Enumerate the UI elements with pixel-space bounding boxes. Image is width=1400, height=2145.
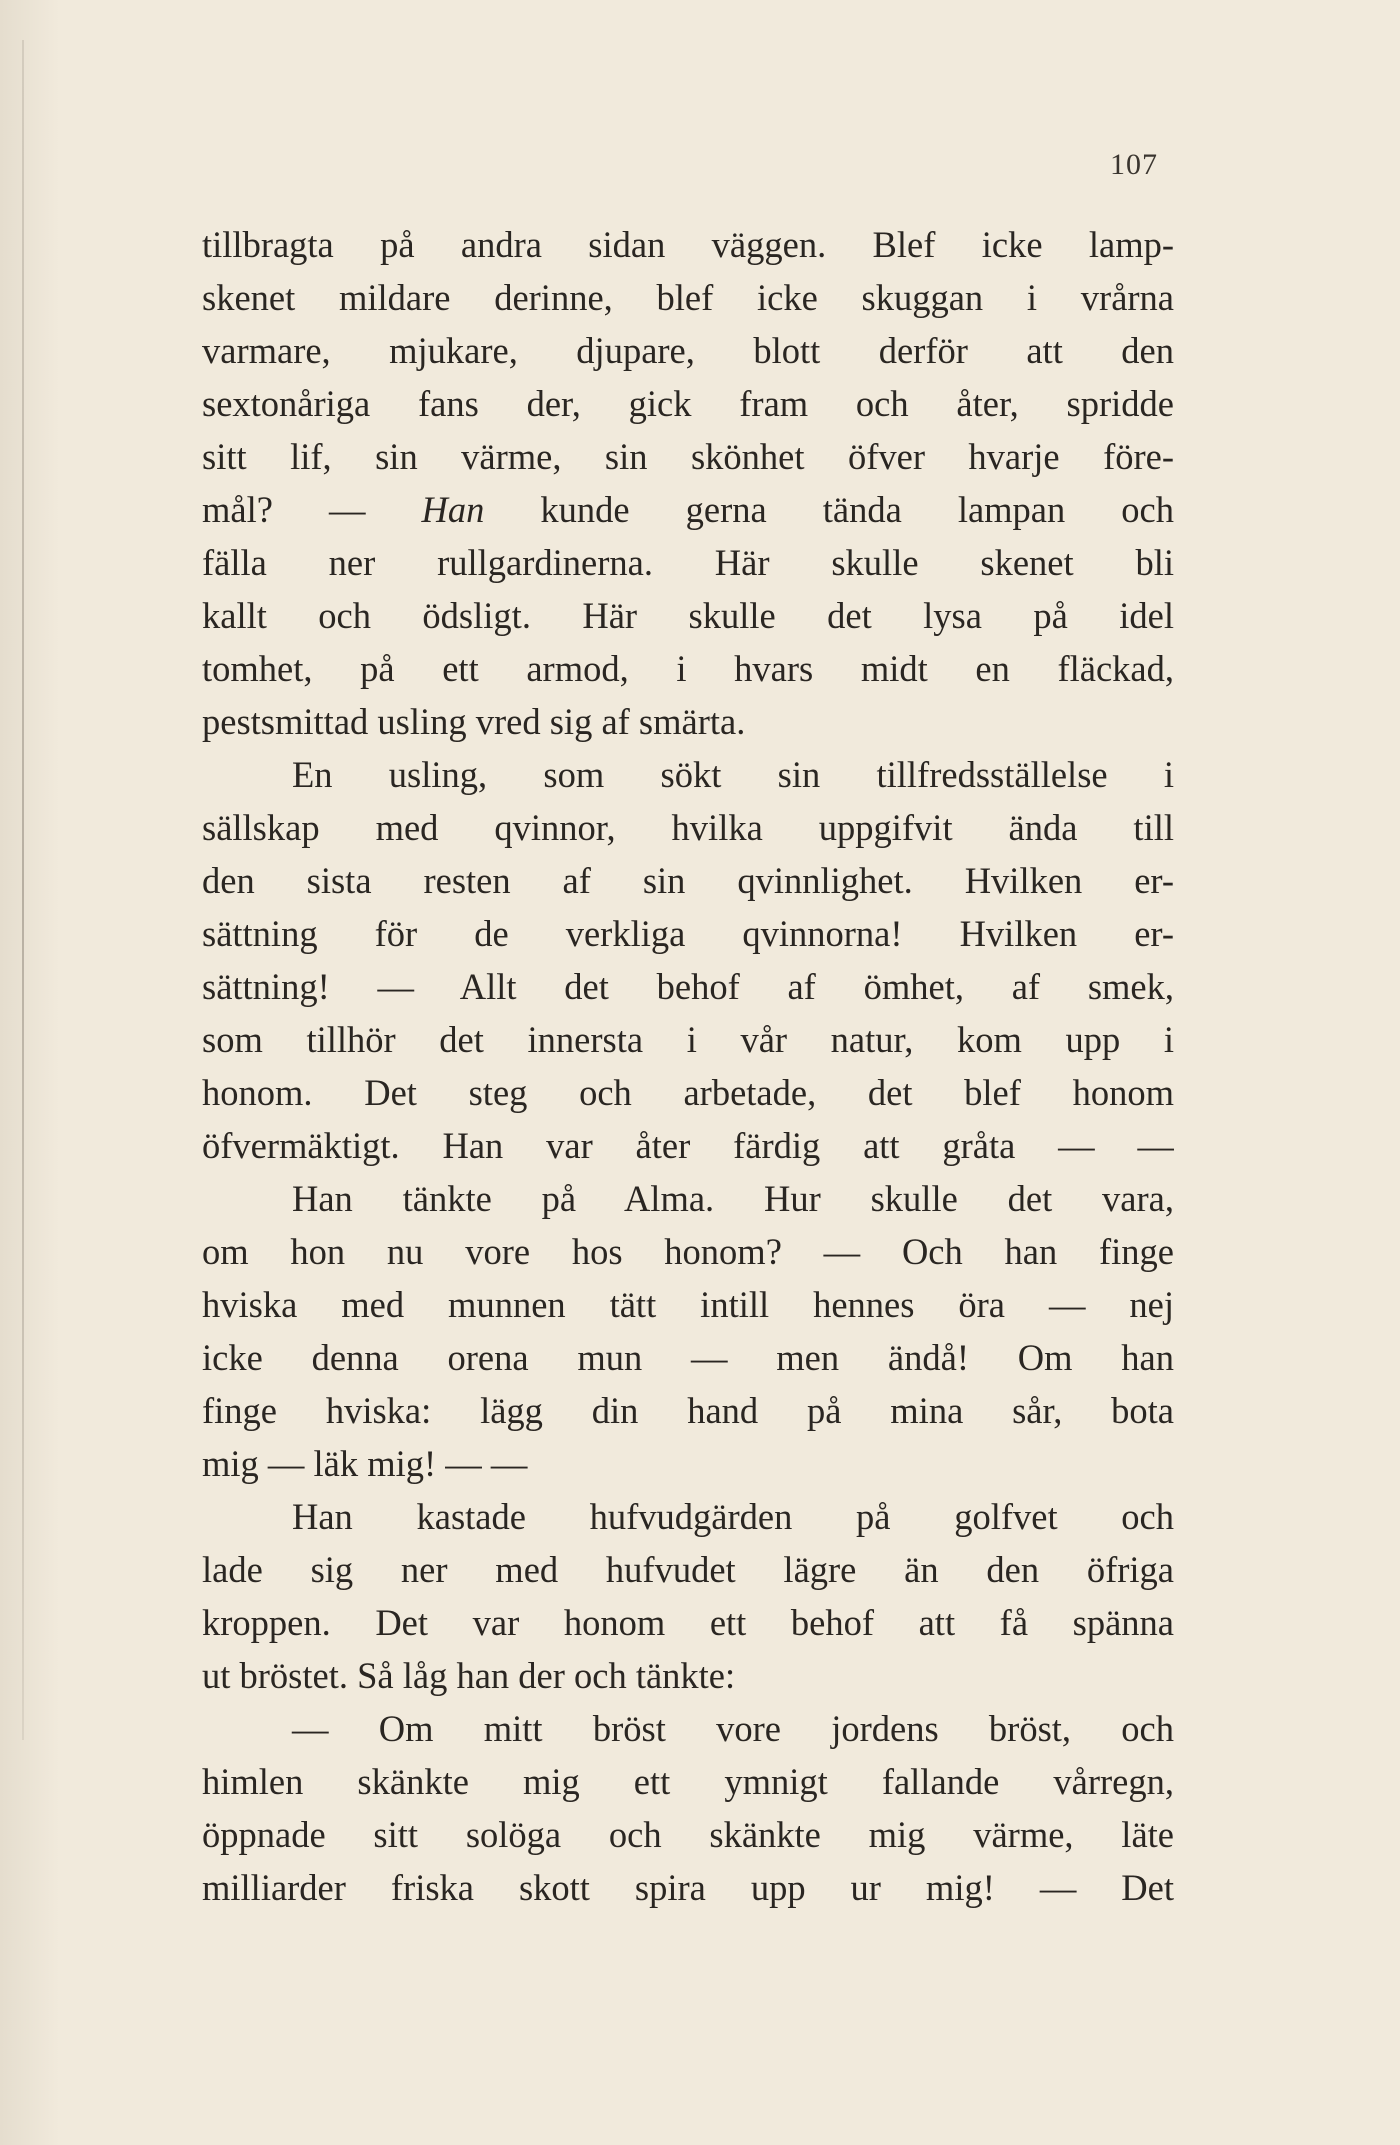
binding-gutter (22, 40, 24, 1740)
text-line: finge hviska: lägg din hand på mina sår, bota (202, 1390, 1174, 1431)
text-line: icke denna orena mun — men ändå! Om han (202, 1337, 1174, 1378)
text-line: Han kastade hufvudgärden på golfvet och (292, 1496, 1174, 1537)
page-number: 107 (1110, 148, 1158, 181)
text-line: pestsmittad usling vred sig af smärta. (202, 701, 746, 742)
text-line: kallt och ödsligt. Här skulle det lysa på idel (202, 595, 1174, 636)
text-line: ut bröstet. Så låg han der och tänkte: (202, 1655, 736, 1696)
text-segment: mål? — (202, 489, 422, 530)
text-line: fälla ner rullgardinerna. Här skulle skenet bli (202, 542, 1174, 583)
text-line: sällskap med qvinnor, hvilka uppgifvit ända till (202, 807, 1174, 848)
text-line: skenet mildare derinne, blef icke skuggan i vrårna (202, 277, 1174, 318)
text-line: om hon nu vore hos honom? — Och han finge (202, 1231, 1174, 1272)
text-line: öfvermäktigt. Han var åter färdig att gråta — — (202, 1125, 1174, 1166)
text-line: sättning! — Allt det behof af ömhet, af smek, (202, 966, 1174, 1007)
italic-word: Han (421, 489, 485, 530)
text-line: sitt lif, sin värme, sin skönhet öfver hvarje före- (202, 436, 1174, 477)
text-line: öppnade sitt solöga och skänkte mig värme, läte (202, 1814, 1174, 1855)
text-line: sextonåriga fans der, gick fram och åter, spridde (202, 383, 1174, 424)
text-line: tomhet, på ett armod, i hvars midt en fläckad, (202, 648, 1174, 689)
text-line (202, 483, 1174, 536)
text-line: lade sig ner med hufvudet lägre än den öfriga (202, 1549, 1174, 1590)
text-line: honom. Det steg och arbetade, det blef honom (202, 1072, 1174, 1113)
text-line: som tillhör det innersta i vår natur, kom upp i (202, 1019, 1174, 1060)
text-line: — Om mitt bröst vore jordens bröst, och (292, 1708, 1174, 1749)
text-line: den sista resten af sin qvinnlighet. Hvilken er- (202, 860, 1174, 901)
body-text (202, 218, 1174, 1914)
text-line: sättning för de verkliga qvinnorna! Hvilken er- (202, 913, 1174, 954)
text-line: Han tänkte på Alma. Hur skulle det vara, (292, 1178, 1174, 1219)
text-line: hviska med munnen tätt intill hennes öra — nej (202, 1284, 1174, 1325)
text-segment: kunde gerna tända lampan och (484, 489, 1174, 530)
text-line: himlen skänkte mig ett ymnigt fallande vårregn, (202, 1761, 1174, 1802)
text-line: tillbragta på andra sidan väggen. Blef icke lamp- (202, 224, 1174, 265)
text-line: kroppen. Det var honom ett behof att få spänna (202, 1602, 1174, 1643)
text-line: milliarder friska skott spira upp ur mig! — Det (202, 1867, 1174, 1908)
text-line: mig — läk mig! — — (202, 1443, 528, 1484)
text-line: En usling, som sökt sin tillfredsställelse i (292, 754, 1174, 795)
text-line: varmare, mjukare, djupare, blott derför att den (202, 330, 1174, 371)
